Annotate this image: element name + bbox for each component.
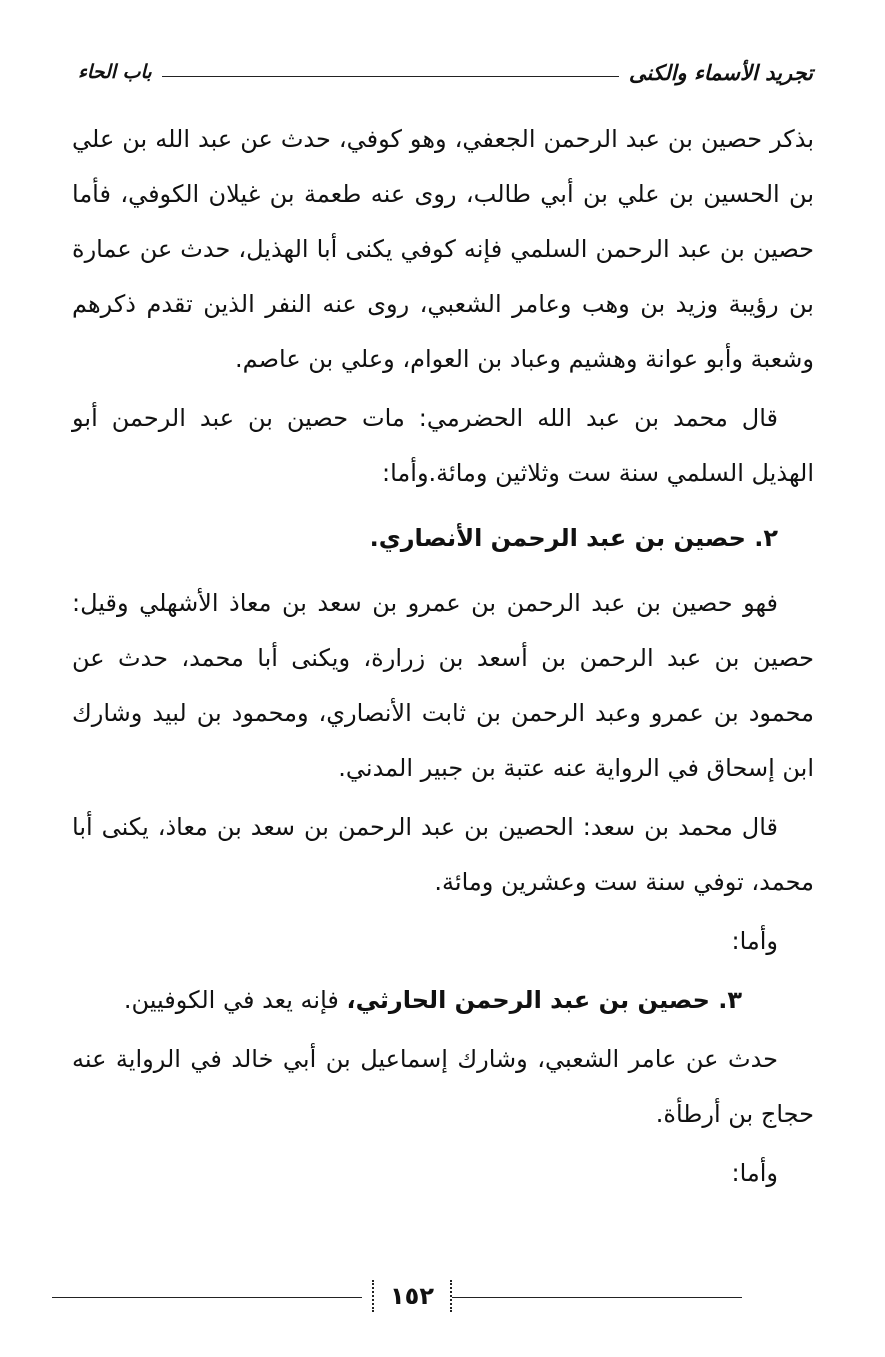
paragraph-5: وأما:: [731, 927, 778, 955]
paragraph-6: حدث عن عامر الشعبي، وشارك إسماعيل بن أبي خالد في الرواية عنه حجاج بن أرطأة.: [72, 1045, 814, 1128]
entry-heading-3-rest: فإنه يعد في الكوفيين.: [123, 986, 347, 1014]
entry-heading-2: ٢. حصين بن عبد الرحمن الأنصاري.: [369, 524, 778, 552]
chapter-title: باب الحاء: [78, 61, 152, 83]
book-title: تجريد الأسماء والكنى: [628, 59, 813, 85]
entry-heading-3-name: ٣. حصين بن عبد الرحمن الحارثي،: [346, 986, 742, 1014]
paragraph-1: بذكر حصين بن عبد الرحمن الجعفي، وهو كوفي، حدث عن عبد الله بن علي بن الحسين بن علي بن أبي طالب، روى عنه طعمة بن غيلان الكوفي، فأما حصين بن عبد الرحمن السلمي فإنه كوفي يكنى أبا الهذيل، حدث عن عمارة بن رؤيبة وزيد بن وهب وعامر الشعبي، روى عنه النفر الذين تقدم ذكرهم وشعبة وأبو عوانة وهشيم وعباد بن العوام، وعلي بن عاصم.: [72, 125, 814, 373]
paragraph-2: قال محمد بن عبد الله الحضرمي: مات حصين بن عبد الرحمن أبو الهذيل السلمي سنة ست وثلاثين ومائة.وأما:: [72, 404, 814, 487]
page-footer: [52, 1280, 742, 1316]
paragraph-3: فهو حصين بن عبد الرحمن بن عمرو بن سعد بن معاذ الأشهلي وقيل: حصين بن عبد الرحمن بن أسعد بن زرارة، ويكنى أبا محمد، حدث عن محمود بن عمرو وعبد الرحمن بن ثابت الأنصاري، ومحمود بن لبيد وشارك ابن إسحاق في الرواية عنه عتبة بن جبير المدني.: [72, 589, 814, 782]
footer-rule-right: [452, 1297, 742, 1298]
paragraph-4: قال محمد بن سعد: الحصين بن عبد الرحمن بن سعد بن معاذ، يكنى أبا محمد، توفي سنة ست وعشرين ومائة.: [72, 813, 814, 896]
page-body: [72, 112, 814, 1205]
page-number: ١٥٢: [372, 1280, 452, 1312]
entry-heading-3: [72, 973, 814, 1028]
header-rule: [162, 76, 619, 77]
footer-rule-left: [52, 1297, 362, 1298]
running-header: [78, 52, 813, 92]
paragraph-7: وأما:: [731, 1159, 778, 1187]
